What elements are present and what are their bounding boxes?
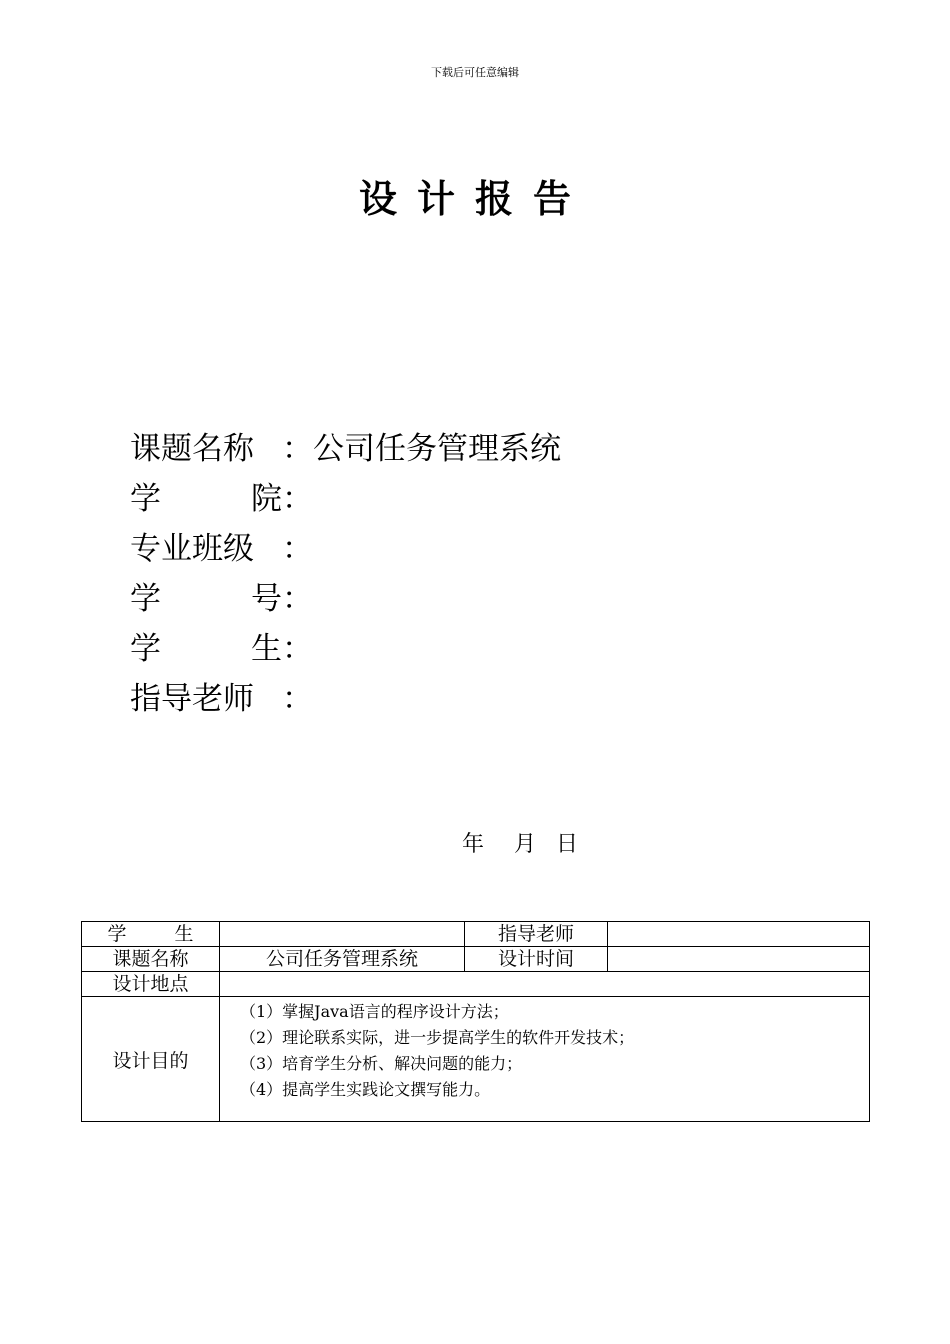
info-colon: ： (282, 481, 313, 517)
table-value-location (220, 972, 870, 997)
table-label-advisor: 指导老师 (465, 922, 608, 947)
info-row-major-class (130, 526, 561, 576)
table-value-topic: 公司任务管理系统 (220, 947, 465, 972)
goal-item: （4）提高学生实践论文撰写能力。 (240, 1080, 491, 1099)
info-row-college (130, 476, 561, 526)
table-row (82, 947, 870, 972)
page-title: 设计报告 (358, 177, 591, 221)
info-label-student: 学生 (130, 631, 282, 667)
date-month: 月 (514, 832, 537, 857)
table-label-topic: 课题名称 (82, 947, 220, 972)
info-colon: ： (282, 581, 313, 617)
goal-item: （3）培育学生分析、解决问题的能力； (240, 1054, 523, 1073)
info-label-student-id: 学号 (130, 581, 282, 617)
goal-item: （1）掌握Java语言的程序设计方法； (240, 1002, 509, 1021)
table-value-student (220, 922, 465, 947)
table-label-design-time: 设计时间 (465, 947, 608, 972)
goal-item: （2）理论联系实际，进一步提高学生的软件开发技术； (240, 1028, 635, 1047)
table-value-advisor (608, 922, 870, 947)
info-block (130, 426, 561, 726)
date-line (462, 830, 578, 860)
table-row (82, 972, 870, 997)
info-colon: ： (282, 531, 313, 567)
date-day: 日 (556, 832, 579, 857)
info-row-advisor (130, 676, 561, 726)
goal-list (220, 997, 870, 1122)
info-label-college: 学院 (130, 481, 282, 517)
info-colon: ： (282, 631, 313, 667)
info-row-student (130, 626, 561, 676)
info-label-major-class: 专业班级 (130, 531, 254, 567)
info-row-topic (130, 426, 561, 476)
table-label-student: 学生 (107, 923, 194, 945)
table-row (82, 997, 870, 1122)
table-label-cell (82, 922, 220, 947)
info-row-student-id (130, 576, 561, 626)
info-colon: ： (282, 431, 313, 467)
table-label-goal: 设计目的 (82, 997, 220, 1122)
table-value-design-time (608, 947, 870, 972)
table-row (82, 922, 870, 947)
date-year: 年 (462, 832, 485, 857)
table-label-location: 设计地点 (82, 972, 220, 997)
header-note: 下载后可任意编辑 (431, 66, 519, 79)
design-info-table (81, 921, 870, 1122)
info-colon: ： (282, 681, 313, 717)
info-label-advisor: 指导老师 (130, 681, 254, 717)
info-value-topic: 公司任务管理系统 (313, 431, 561, 467)
info-label-topic: 课题名称 (130, 431, 254, 467)
